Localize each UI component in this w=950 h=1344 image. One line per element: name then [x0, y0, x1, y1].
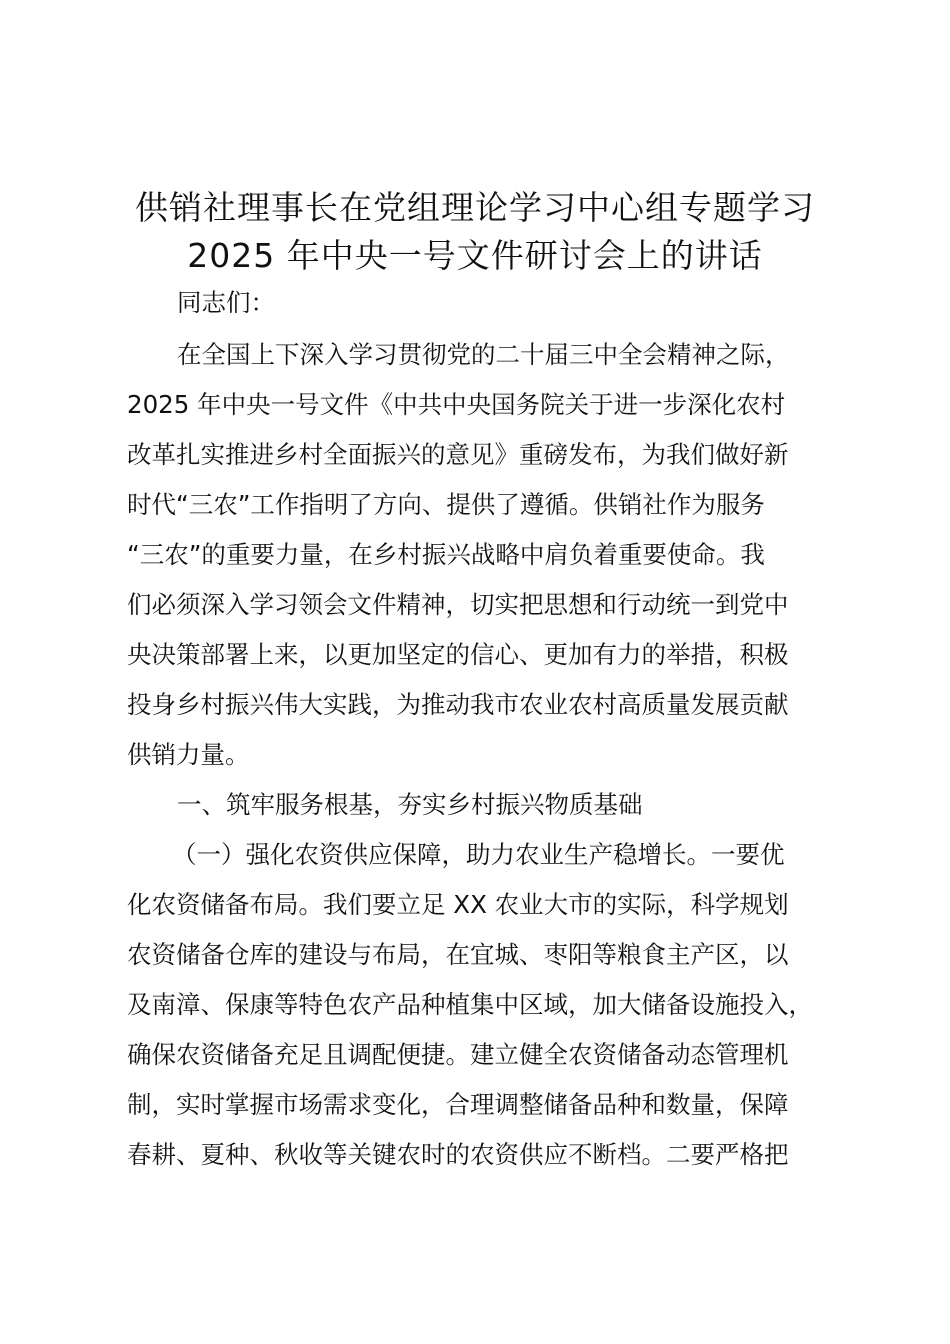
paragraph-2-line: 确保农资储备充足且调配便捷。建立健全农资储备动态管理机 — [127, 1040, 789, 1069]
paragraph-2-line: 制，实时掌握市场需求变化，合理调整储备品种和数量，保障 — [127, 1090, 789, 1119]
paragraph-1-line: 供销力量。 — [127, 740, 250, 769]
paragraph-2-line: 化农资储备布局。我们要立足 XX 农业大市的实际，科学规划 — [127, 890, 789, 919]
paragraph-1-line: 央决策部署上来，以更加坚定的信心、更加有力的举措，积极 — [127, 640, 789, 669]
salutation: 同志们： — [177, 288, 275, 317]
document-title-line-1: 供销社理事长在党组理论学习中心组专题学习 — [135, 188, 815, 227]
paragraph-2-line: 及南漳、保康等特色农产品种植集中区域，加大储备设施投入， — [127, 990, 813, 1019]
paragraph-1-line: 投身乡村振兴伟大实践，为推动我市农业农村高质量发展贡献 — [127, 690, 789, 719]
section-1-heading: 一、筑牢服务根基，夯实乡村振兴物质基础 — [177, 790, 643, 819]
paragraph-1-line: “三农”的重要力量，在乡村振兴战略中肩负着重要使命。我 — [127, 540, 765, 569]
document-title-line-2: 2025 年中央一号文件研讨会上的讲话 — [187, 236, 763, 275]
paragraph-1-line: 改革扎实推进乡村全面振兴的意见》重磅发布，为我们做好新 — [127, 440, 789, 469]
paragraph-1-line: 在全国上下深入学习贯彻党的二十届三中全会精神之际， — [177, 340, 790, 369]
paragraph-1-line: 2025 年中央一号文件《中共中央国务院关于进一步深化农村 — [127, 390, 786, 419]
paragraph-2-line: （一）强化农资供应保障，助力农业生产稳增长。一要优 — [172, 840, 785, 869]
paragraph-2-line: 农资储备仓库的建设与布局，在宜城、枣阳等粮食主产区，以 — [127, 940, 789, 969]
paragraph-2-line: 春耕、夏种、秋收等关键农时的农资供应不断档。二要严格把 — [127, 1140, 789, 1169]
paragraph-1-line: 时代“三农”工作指明了方向、提供了遵循。供销社作为服务 — [127, 490, 765, 519]
paragraph-1-line: 们必须深入学习领会文件精神，切实把思想和行动统一到党中 — [127, 590, 789, 619]
